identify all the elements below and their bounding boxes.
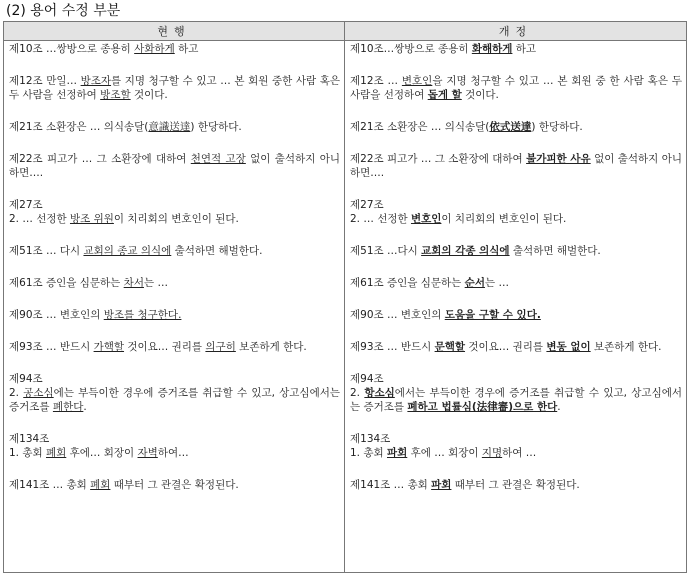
article-line (9, 120, 340, 134)
article-text: 제134조 (9, 433, 50, 445)
article-text: 제90조 … 변호인의 (350, 309, 445, 321)
amended-term: 파회 (386, 447, 408, 459)
article-text: 제141조 … 총회 (9, 479, 91, 491)
article-text: 제134조 (350, 433, 391, 445)
article-text: 제10조…쌍방으로 종용히 (350, 43, 472, 55)
article-line (350, 478, 682, 492)
current-column-cell (4, 41, 345, 573)
amended-term: 폐회 (90, 479, 111, 491)
current-article-entry (9, 308, 340, 322)
article-line (9, 308, 340, 322)
amended-term: 폐하고 법률심(法律審)으로 한다 (407, 401, 558, 413)
article-text: 제51조 …다시 (350, 245, 422, 257)
amended-term: 意識送達 (148, 121, 191, 133)
article-text: 는 … (484, 277, 509, 289)
revised-article-entry (350, 198, 682, 226)
article-text: 제93조 … 반드시 (9, 341, 94, 353)
article-line (9, 212, 340, 226)
table-header-row (4, 22, 687, 41)
article-line (350, 432, 682, 446)
article-line (9, 244, 340, 258)
article-text: 것이요… 권리를 (124, 341, 206, 353)
article-text: 출석하면 해벌한다. (509, 245, 601, 257)
article-text: 1. 총회 (9, 447, 46, 459)
article-text: 을 지명 청구할 수 있고 … 본 회원 중 한 사람 혹은 두 사람을 선정하여 (350, 75, 682, 101)
current-article-entry (9, 120, 340, 134)
amended-term: 천연적 고장 (190, 153, 246, 165)
article-text: 하고 (512, 43, 537, 55)
article-text: 것이다. (461, 89, 499, 101)
article-line (350, 120, 682, 134)
amended-term: 불가피한 사유 (526, 153, 591, 165)
table-body-row (4, 41, 687, 573)
current-article-entry (9, 372, 340, 414)
article-text: . (83, 401, 87, 413)
article-text: 는 … (143, 277, 168, 289)
revised-article-list (345, 41, 686, 492)
article-text: 제94조 (350, 373, 384, 385)
article-line (9, 42, 340, 56)
amended-term: 문핵할 (434, 341, 466, 353)
article-text: 때부터 그 관결은 확정된다. (110, 479, 239, 491)
article-line (350, 212, 682, 226)
article-line (9, 276, 340, 290)
article-line (9, 152, 340, 180)
article-text: 제10조 …쌍방으로 종용히 (9, 43, 135, 55)
current-article-entry (9, 42, 340, 56)
current-article-entry (9, 74, 340, 102)
amended-term: 폐한다 (52, 401, 84, 413)
article-text: 이 치리회의 변호인이 된다. (113, 213, 239, 225)
article-text: 에서는 부득이한 경우에 증거조를 취급할 수 있고, 상고심에서는 증거조를 (350, 387, 683, 413)
amended-term: 변동 없이 (546, 341, 591, 353)
article-line (350, 386, 682, 414)
current-article-entry (9, 432, 340, 460)
article-line (350, 446, 682, 460)
article-text: 이 치리회의 변호인이 된다. (441, 213, 567, 225)
header-revised: 개정 (345, 22, 687, 41)
article-text: 제51조 … 다시 (9, 245, 84, 257)
amended-term: 依式送達 (489, 121, 532, 133)
current-article-entry (9, 152, 340, 180)
article-line (350, 340, 682, 354)
article-text: 보존하게 한다. (235, 341, 307, 353)
revised-article-entry (350, 74, 682, 102)
amended-term: 자벽 (137, 447, 158, 459)
article-text: 없이 출석하지 아니하면…. (9, 153, 340, 179)
amended-term: 교회의 각종 의식에 (421, 245, 510, 257)
revised-article-entry (350, 120, 682, 134)
article-line (9, 74, 340, 102)
article-line (9, 432, 340, 446)
amended-term: 공소심 (23, 387, 54, 399)
amended-term: 교회의 종교 의식에 (83, 245, 172, 257)
article-text: 를 지명 청구할 수 있고 … 본 회원 중한 사람 혹은 두 사람을 선정하여 (9, 75, 340, 101)
amended-term: 폐회 (45, 447, 67, 459)
header-current: 현행 (4, 22, 345, 41)
article-text: 보존하게 한다. (590, 341, 662, 353)
article-text: 없이 출석하지 아니하면…. (350, 153, 682, 179)
article-line (9, 386, 340, 414)
amended-term: 변호인 (401, 75, 433, 87)
article-text: ) 한당하다. (531, 121, 583, 133)
article-line (350, 276, 682, 290)
article-line (350, 42, 682, 56)
article-text: 것이다. (130, 89, 168, 101)
amended-term: 지명 (481, 447, 503, 459)
article-text: 때부터 그 관결은 확정된다. (451, 479, 580, 491)
article-text: 제61조 증인을 심문하는 (9, 277, 124, 289)
article-text: 제12조 … (350, 75, 402, 87)
article-line (9, 478, 340, 492)
article-text: 제141조 … 총회 (350, 479, 432, 491)
article-text: . (557, 401, 561, 413)
article-text: 제22조 피고가 … 그 소환장에 대하여 (350, 153, 527, 165)
article-text: 하고 (174, 43, 199, 55)
article-line (9, 372, 340, 386)
amended-term: 방조를 청구한다. (103, 309, 182, 321)
amended-term: 순서 (464, 277, 485, 289)
revised-article-entry (350, 308, 682, 322)
article-line (350, 372, 682, 386)
amended-term: 의구히 (205, 341, 236, 353)
article-line (350, 308, 682, 322)
article-text: 2. (9, 387, 24, 399)
revised-article-entry (350, 152, 682, 180)
article-text: 2. … 선정한 (9, 213, 70, 225)
amended-term: 변호인 (410, 213, 442, 225)
article-text: ) 한당하다. (190, 121, 242, 133)
article-line (350, 244, 682, 258)
amended-term: 파회 (431, 479, 452, 491)
article-text: 제93조 … 반드시 (350, 341, 435, 353)
current-article-entry (9, 340, 340, 354)
article-line (9, 198, 340, 212)
amended-term: 방조할 (100, 89, 131, 101)
article-text: 2. … 선정한 (350, 213, 411, 225)
article-text: 것이요… 권리를 (465, 341, 547, 353)
revised-article-entry (350, 244, 682, 258)
article-line (350, 74, 682, 102)
article-text: 출석하면 해벌한다. (171, 245, 263, 257)
revised-article-entry (350, 276, 682, 290)
article-text: 제12조 만일… (9, 75, 81, 87)
amended-term: 돕게 할 (427, 89, 462, 101)
article-text: 1. 총회 (350, 447, 387, 459)
article-text: 후에 … 회장이 (407, 447, 482, 459)
current-article-entry (9, 478, 340, 492)
article-text: 제21조 소환장은 … 의식송달( (350, 121, 490, 133)
revised-article-entry (350, 372, 682, 414)
amended-term: 도움을 구할 수 있다. (444, 309, 541, 321)
current-article-entry (9, 198, 340, 226)
article-text: 에는 부득이한 경우에 증거조를 취급할 수 있고, 상고심에서는 증거조를 (9, 387, 341, 413)
comparison-table (3, 21, 687, 573)
article-text: 2. (350, 387, 365, 399)
current-article-list (4, 41, 344, 492)
revised-article-entry (350, 432, 682, 460)
article-text: 제27조 (9, 199, 43, 211)
revised-column-cell (345, 41, 687, 573)
amended-term: 차서 (123, 277, 144, 289)
article-text: 제61조 증인을 심문하는 (350, 277, 465, 289)
article-text: 후에… 회장이 (66, 447, 138, 459)
article-text: 제94조 (9, 373, 43, 385)
amended-term: 가핵할 (93, 341, 125, 353)
current-article-entry (9, 276, 340, 290)
article-text: 제21조 소환장은 … 의식송달( (9, 121, 149, 133)
article-text: 제27조 (350, 199, 384, 211)
article-text: 하여 … (502, 447, 537, 459)
section-heading: (2) 용어 수정 부분 (6, 3, 121, 19)
article-text: 제90조 … 변호인의 (9, 309, 104, 321)
amended-term: 방조자 (80, 75, 112, 87)
article-text: 하여… (157, 447, 189, 459)
article-line (9, 446, 340, 460)
revised-article-entry (350, 42, 682, 56)
current-article-entry (9, 244, 340, 258)
amended-term: 사화하게 (134, 43, 175, 55)
article-line (350, 152, 682, 180)
amended-term: 항소심 (364, 387, 395, 399)
revised-article-entry (350, 478, 682, 492)
revised-article-entry (350, 340, 682, 354)
article-line (350, 198, 682, 212)
article-text: 제22조 피고가 … 그 소환장에 대하여 (9, 153, 191, 165)
amended-term: 화해하게 (471, 43, 513, 55)
amended-term: 방조 위원 (69, 213, 114, 225)
article-line (9, 340, 340, 354)
